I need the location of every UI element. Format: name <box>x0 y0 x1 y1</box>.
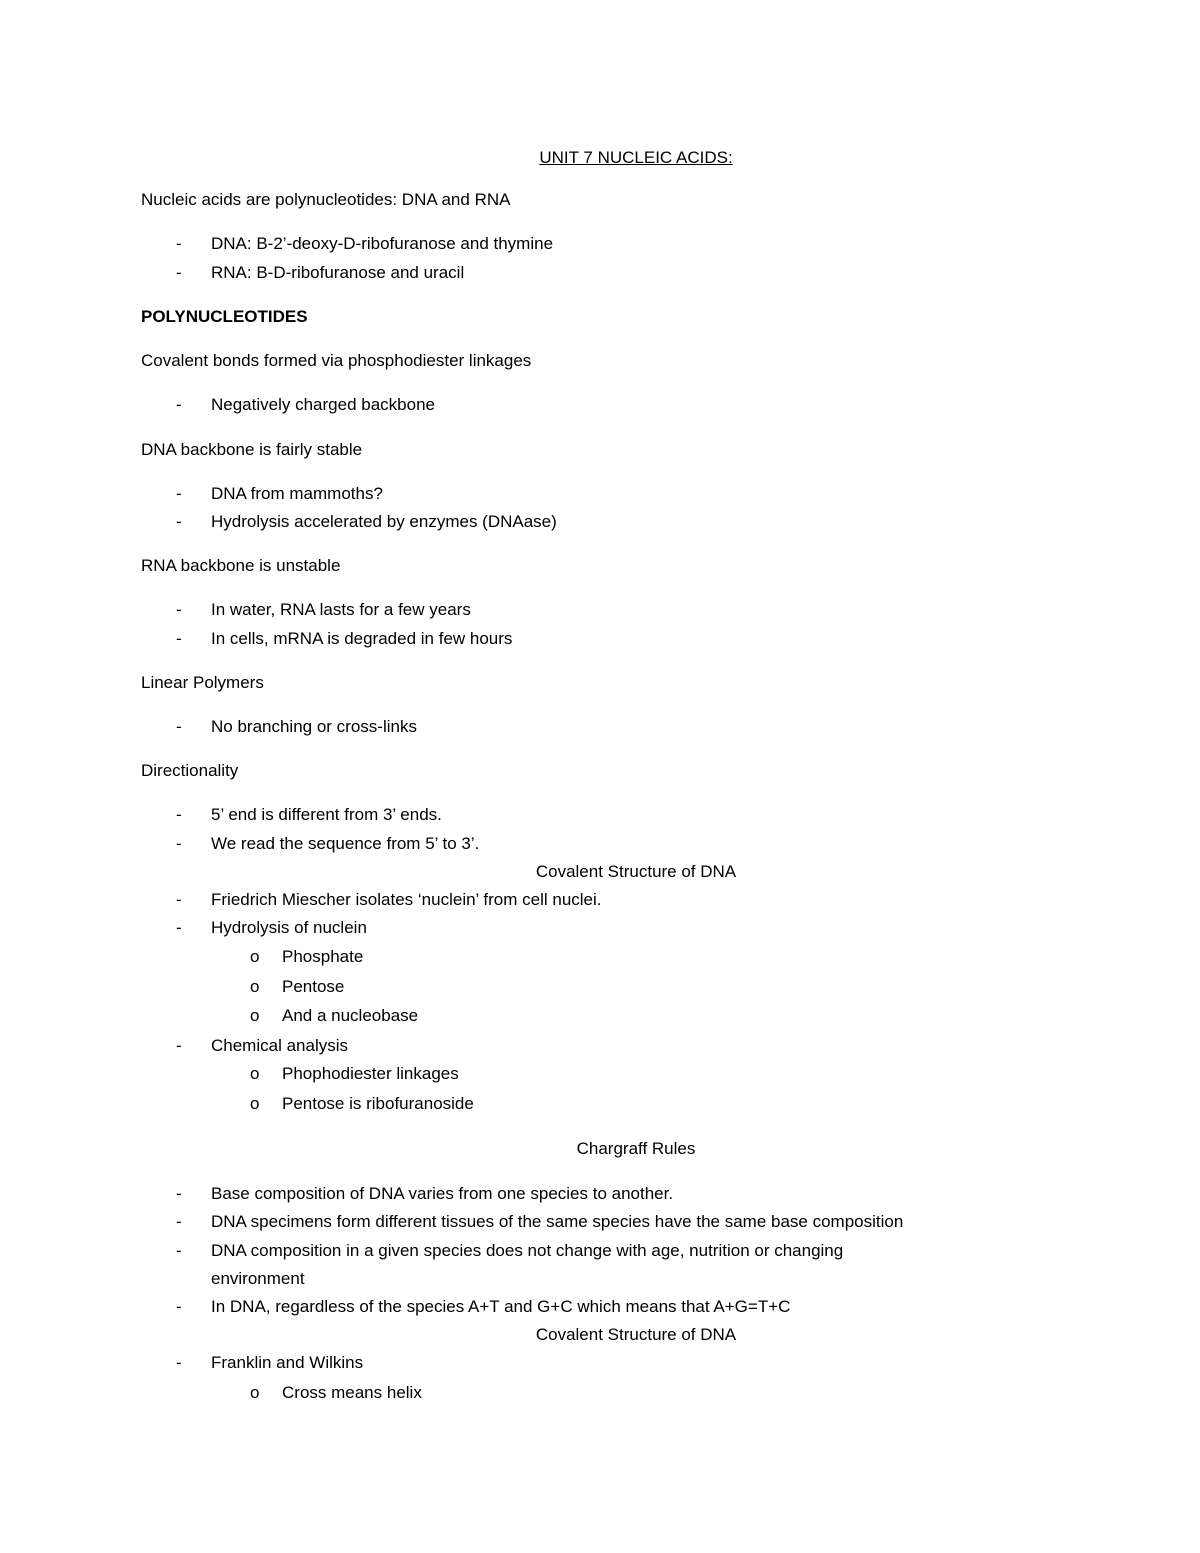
dash-marker: - <box>176 1297 182 1316</box>
list-item-continued: environment <box>211 1269 305 1288</box>
dash-marker: - <box>176 834 182 853</box>
bullet-marker: o <box>250 1064 260 1083</box>
dash-marker: - <box>176 1212 182 1231</box>
bullet-marker: o <box>250 947 260 966</box>
list-item: Franklin and Wilkins <box>211 1353 364 1372</box>
dash-marker: - <box>176 805 182 824</box>
paragraph-line: Directionality <box>141 761 239 780</box>
sub-list-item: Pentose <box>282 977 345 996</box>
bullet-marker: o <box>250 977 260 996</box>
list-item: DNA from mammoths? <box>211 484 383 503</box>
list-item: Negatively charged backbone <box>211 395 435 414</box>
dash-marker: - <box>176 918 182 937</box>
centered-heading: Covalent Structure of DNA <box>535 1325 737 1344</box>
dash-marker: - <box>176 395 182 414</box>
bullet-marker: o <box>250 1006 260 1025</box>
dash-marker: - <box>176 1184 182 1203</box>
dash-marker: - <box>176 512 182 531</box>
centered-heading: Chargraff Rules <box>576 1139 696 1158</box>
dash-marker: - <box>176 629 182 648</box>
dash-marker: - <box>176 484 182 503</box>
paragraph-line: DNA backbone is fairly stable <box>141 440 363 459</box>
bullet-marker: o <box>250 1094 260 1113</box>
sub-list-item: Phosphate <box>282 947 364 966</box>
list-item: DNA: B-2’-deoxy-D-ribofuranose and thymine <box>211 234 554 253</box>
list-item: 5’ end is different from 3’ ends. <box>211 805 442 824</box>
dash-marker: - <box>176 1353 182 1372</box>
list-item: RNA: B-D-ribofuranose and uracil <box>211 263 465 282</box>
list-item: Base composition of DNA varies from one species to another. <box>211 1184 674 1203</box>
sub-list-item: Phophodiester linkages <box>282 1064 459 1083</box>
list-item: Hydrolysis accelerated by enzymes (DNAase) <box>211 512 557 531</box>
list-item: In cells, mRNA is degraded in few hours <box>211 629 513 648</box>
page-title: UNIT 7 NUCLEIC ACIDS: <box>539 148 733 167</box>
list-item: Chemical analysis <box>211 1036 348 1055</box>
list-item: We read the sequence from 5’ to 3’. <box>211 834 480 853</box>
sub-list-item: Cross means helix <box>282 1383 422 1402</box>
dash-marker: - <box>176 600 182 619</box>
dash-marker: - <box>176 234 182 253</box>
dash-marker: - <box>176 1241 182 1260</box>
centered-heading: Covalent Structure of DNA <box>535 862 737 881</box>
paragraph-line: RNA backbone is unstable <box>141 556 341 575</box>
dash-marker: - <box>176 890 182 909</box>
list-item: In water, RNA lasts for a few years <box>211 600 471 619</box>
list-item: Hydrolysis of nuclein <box>211 918 367 937</box>
dash-marker: - <box>176 1036 182 1055</box>
sub-list-item: And a nucleobase <box>282 1006 419 1025</box>
paragraph-line: Covalent bonds formed via phosphodiester linkages <box>141 351 532 370</box>
dash-marker: - <box>176 263 182 282</box>
paragraph-line: Linear Polymers <box>141 673 264 692</box>
intro-line: Nucleic acids are polynucleotides: DNA and RNA <box>141 190 511 209</box>
sub-list-item: Pentose is ribofuranoside <box>282 1094 474 1113</box>
section-heading: POLYNUCLEOTIDES <box>141 307 308 326</box>
list-item: In DNA, regardless of the species A+T and G+C which means that A+G=T+C <box>211 1297 791 1316</box>
list-item: Friedrich Miescher isolates ‘nuclein’ from cell nuclei. <box>211 890 602 909</box>
list-item: DNA specimens form different tissues of the same species have the same base composition <box>211 1212 904 1231</box>
list-item: No branching or cross-links <box>211 717 417 736</box>
dash-marker: - <box>176 717 182 736</box>
bullet-marker: o <box>250 1383 260 1402</box>
list-item: DNA composition in a given species does not change with age, nutrition or changing <box>211 1241 844 1260</box>
